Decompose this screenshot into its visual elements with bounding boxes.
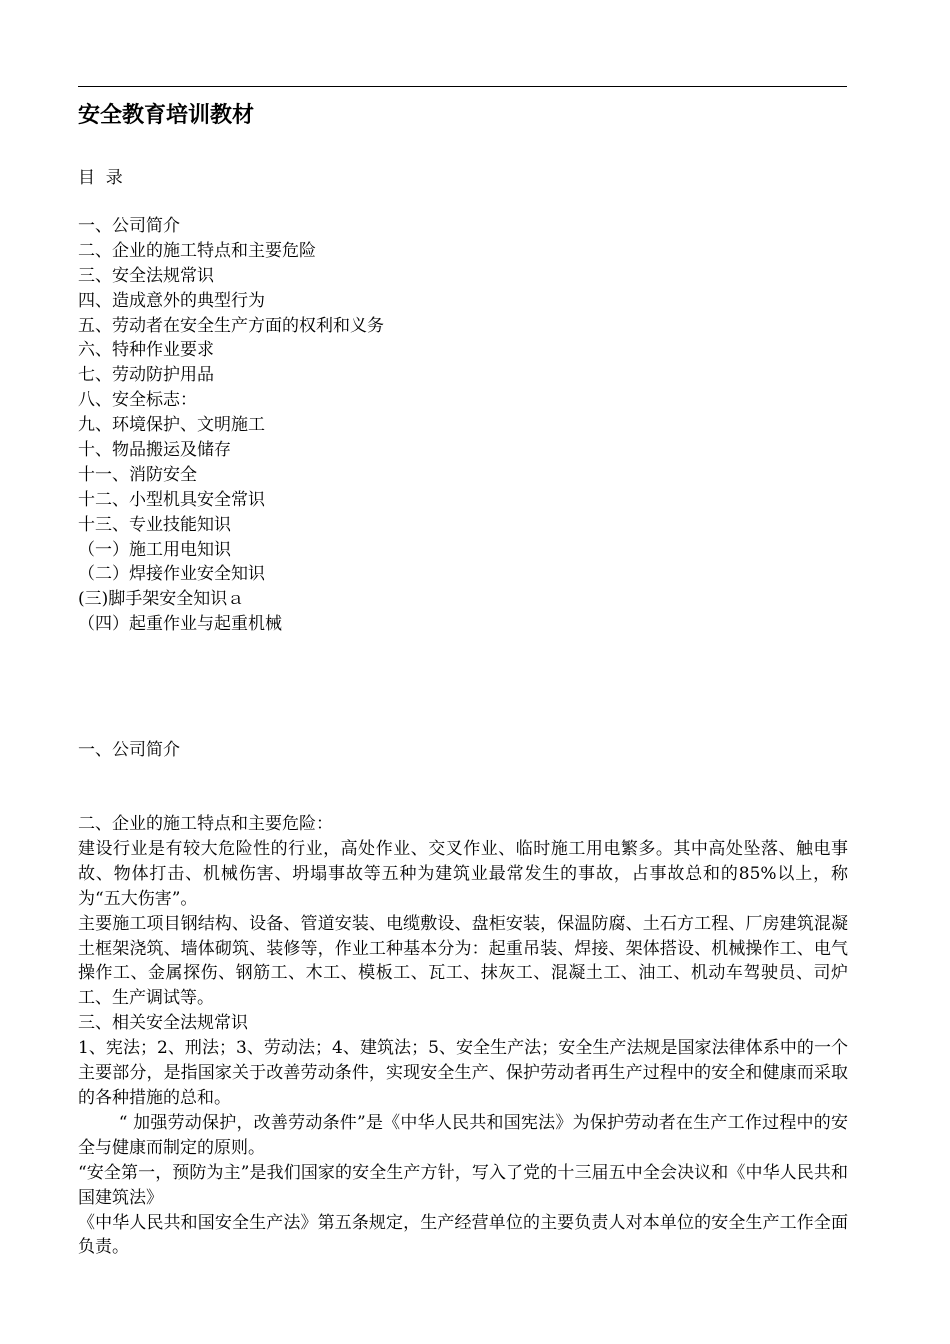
toc-item: 三、安全法规常识	[78, 265, 214, 286]
toc-item: 十三、专业技能知识	[78, 514, 231, 535]
toc-item: 二、企业的施工特点和主要危险	[78, 240, 316, 261]
paragraph: 建设行业是有较大危险性的行业，高处作业、交叉作业、临时施工用电繁多。其中高处坠落、触电事故、物体打击、机械伤害、坍塌事故等五种为建筑业最常发生的事故，占事故总和的85%以上，称为“五大伤害”。	[78, 838, 848, 909]
paragraph: 《中华人民共和国安全生产法》第五条规定，生产经营单位的主要负责人对本单位的安全生产工作全面负责。	[78, 1212, 848, 1258]
toc-item: 七、劳动防护用品	[78, 365, 214, 386]
table-of-contents	[78, 214, 384, 637]
toc-item: (三)脚手架安全知识ａ	[78, 589, 245, 610]
toc-item: 六、特种作业要求	[78, 340, 214, 361]
section-heading-construction-hazards: 二、企业的施工特点和主要危险：	[78, 814, 333, 834]
toc-heading: 目 录	[78, 168, 123, 188]
toc-item: （二）焊接作业安全知识	[78, 564, 265, 585]
document-title: 安全教育培训教材	[78, 103, 255, 128]
header-rule	[78, 86, 847, 87]
paragraph: 1、宪法；2、刑法；3、劳动法；4、建筑法；5、安全生产法；安全生产法规是国家法律体系中的一个主要部分，是指国家关于改善劳动条件，实现安全生产、保护劳动者再生产过程中的安全和健康而采取的各种措施的总和。	[78, 1038, 848, 1108]
toc-item: 十一、消防安全	[78, 464, 197, 485]
toc-item: 八、安全标志：	[78, 390, 197, 411]
body-text	[78, 812, 848, 1260]
toc-item: 五、劳动者在安全生产方面的权利和义务	[78, 315, 384, 336]
paragraph: “安全第一，预防为主”是我们国家的安全生产方针，写入了党的十三届五中全会决议和《中华人民共和国建筑法》	[78, 1162, 848, 1208]
toc-item: （一）施工用电知识	[78, 539, 231, 560]
toc-item: 四、造成意外的典型行为	[78, 290, 265, 311]
section-heading-safety-regulations: 三、相关安全法规常识	[78, 1013, 248, 1034]
paragraph: 主要施工项目钢结构、设备、管道安装、电缆敷设、盘柜安装，保温防腐、土石方工程、厂房建筑混凝土框架浇筑、墙体砌筑、装修等，作业工种基本分为：起重吊装、焊接、架体搭设、机械操作工、电气操作工、金属探伤、钢筋工、木工、模板工、瓦工、抹灰工、混凝土工、油工、机动车驾驶员、司炉工、生产调试等。	[78, 913, 848, 1009]
toc-item: 十二、小型机具安全常识	[78, 489, 265, 510]
paragraph: “ 加强劳动保护，改善劳动条件”是《中华人民共和国宪法》为保护劳动者在生产工作过程中的安全与健康而制定的原则。	[78, 1112, 848, 1158]
section-heading-company-intro: 一、公司简介	[78, 740, 180, 760]
toc-item: 十、物品搬运及储存	[78, 440, 231, 461]
toc-item: 九、环境保护、文明施工	[78, 415, 265, 436]
toc-item: 一、公司简介	[78, 216, 180, 236]
toc-item: （四）起重作业与起重机械	[78, 614, 282, 635]
